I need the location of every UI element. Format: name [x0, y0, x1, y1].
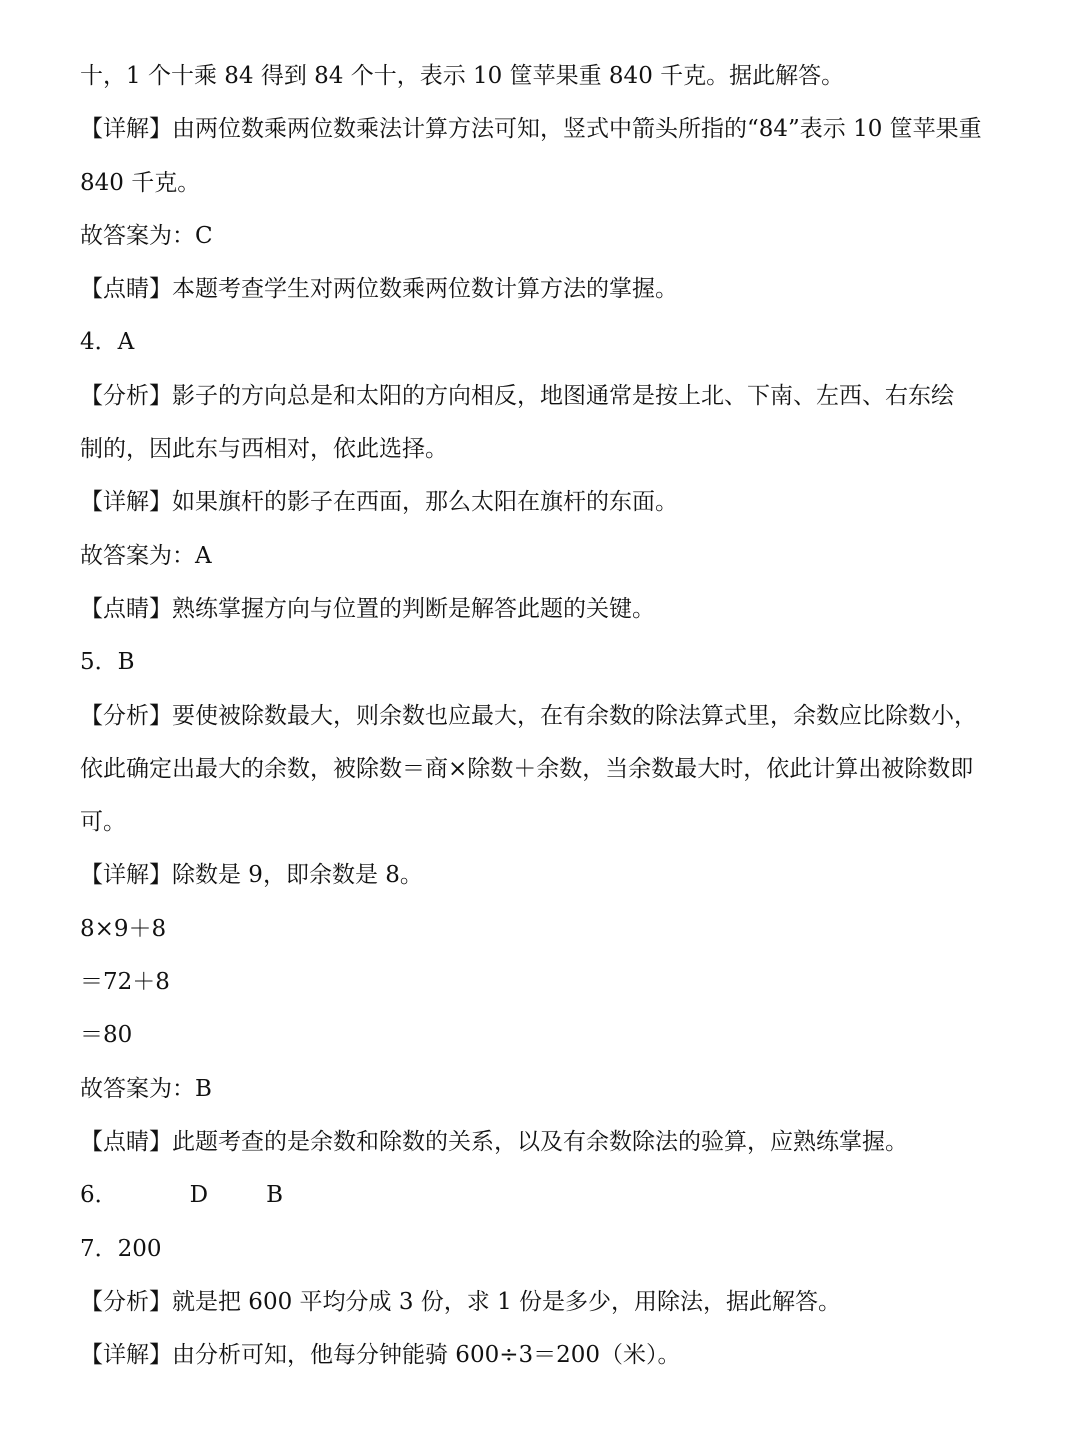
answer-value: D: [189, 1182, 209, 1209]
text-line: 依此确定出最大的余数，被除数＝商×除数＋余数，当余数最大时，依此计算出被除数即: [80, 755, 974, 782]
question-number: 6．: [80, 1182, 118, 1209]
text-line: 【详解】如果旗杆的影子在西面，那么太阳在旗杆的东面。: [80, 489, 678, 516]
answer-line: 故答案为：C: [80, 222, 213, 249]
text-line: 【详解】除数是 9，即余数是 8。: [80, 862, 423, 889]
formula-line: 8×9＋8: [80, 915, 167, 942]
formula-line: ＝72＋8: [80, 969, 170, 996]
question-number: 7．200: [80, 1235, 162, 1262]
question-number: 4．A: [80, 329, 135, 356]
text-line: 【分析】就是把 600 平均分成 3 份，求 1 份是多少，用除法，据此解答。: [80, 1288, 842, 1315]
answer-line: 故答案为：B: [80, 1075, 212, 1102]
question-number: 5．B: [80, 649, 135, 676]
text-line: 840 千克。: [80, 169, 201, 196]
text-line: 【点睛】此题考查的是余数和除数的关系，以及有余数除法的验算，应熟练掌握。: [80, 1128, 908, 1155]
text-line: 【分析】要使被除数最大，则余数也应最大，在有余数的除法算式里，余数应比除数小，: [80, 702, 977, 729]
text-line: 【点睛】熟练掌握方向与位置的判断是解答此题的关键。: [80, 595, 655, 622]
text-line: 制的，因此东与西相对，依此选择。: [80, 436, 448, 463]
text-line: 【详解】由两位数乘两位数乘法计算方法可知，竖式中箭头所指的“84”表示 10 筐苹果重: [80, 116, 982, 143]
text-line: 【详解】由分析可知，他每分钟能骑 600÷3＝200（米）。: [80, 1342, 681, 1369]
answer-line: 故答案为：A: [80, 542, 212, 569]
answer-value: B: [266, 1182, 283, 1209]
document-page: [80, 50, 1010, 1382]
question-6-line: [80, 1169, 1010, 1222]
text-line: 【分析】影子的方向总是和太阳的方向相反，地图通常是按上北、下南、左西、右东绘: [80, 382, 954, 409]
text-line: 十，1 个十乘 84 得到 84 个十，表示 10 筐苹果重 840 千克。据此解答。: [80, 63, 845, 89]
text-line: 可。: [80, 809, 126, 836]
formula-line: ＝80: [80, 1022, 133, 1049]
text-line: 【点睛】本题考查学生对两位数乘两位数计算方法的掌握。: [80, 276, 678, 303]
